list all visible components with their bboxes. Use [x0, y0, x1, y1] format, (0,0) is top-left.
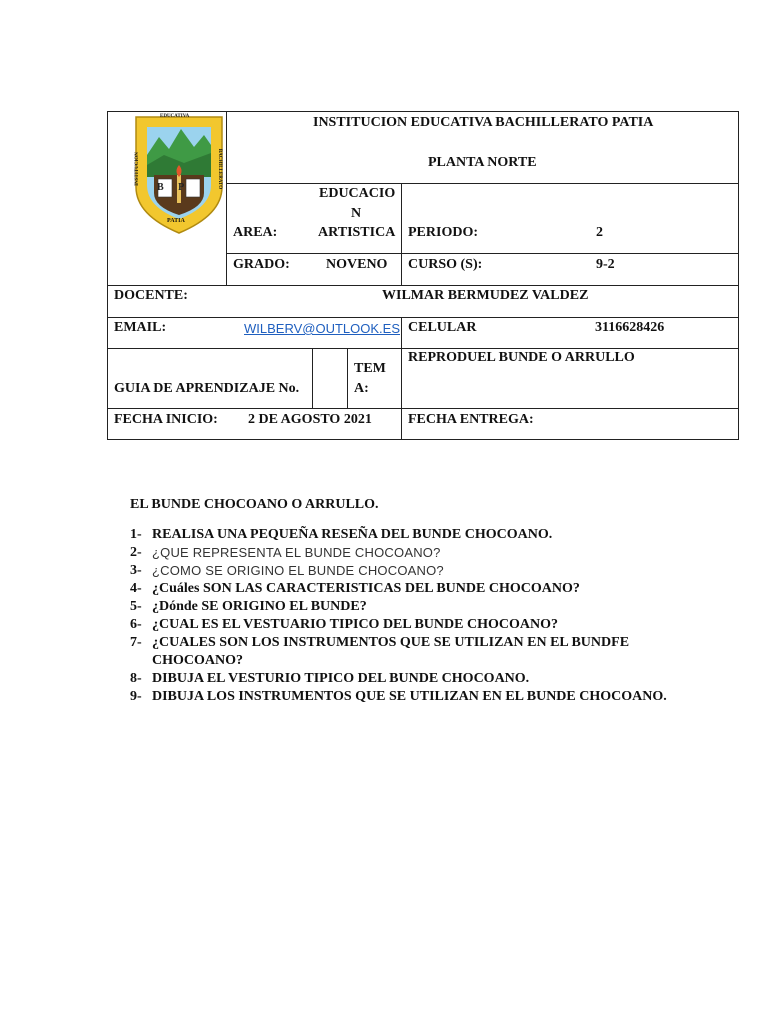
area-value-line-1: EDUCACIO — [319, 186, 396, 201]
area-label: AREA: — [233, 225, 278, 240]
row-divider-2 — [226, 253, 739, 254]
question-text: DIBUJA LOS INSTRUMENTOS QUE SE UTILIZAN EN EL BUNDE CHOCOANO. — [152, 689, 667, 704]
question-text: ¿CUAL ES EL VESTUARIO TIPICO DEL BUNDE CHOCOANO? — [152, 617, 558, 632]
docente-label: DOCENTE: — [114, 288, 188, 303]
logo-right-text: BACHILLERATO — [217, 148, 223, 190]
col-divider-periodo — [401, 183, 402, 285]
fecha-entrega-label: FECHA ENTREGA: — [408, 412, 534, 427]
question-number: 7- — [130, 635, 142, 650]
row-divider-1 — [226, 183, 739, 184]
periodo-label: PERIODO: — [408, 225, 478, 240]
periodo-value: 2 — [596, 225, 603, 240]
question-text: REALISA UNA PEQUEÑA RESEÑA DEL BUNDE CHOCOANO. — [152, 527, 553, 542]
logo-initials: B P — [157, 182, 191, 193]
curso-value: 9-2 — [596, 257, 615, 272]
school-crest-icon — [134, 115, 224, 235]
row-divider-6 — [107, 408, 739, 409]
question-text: ¿Dónde SE ORIGINO EL BUNDE? — [152, 599, 367, 614]
logo-divider — [226, 111, 227, 285]
question-text: ¿CUALES SON LOS INSTRUMENTOS QUE SE UTILIZAN EN EL BUNDFE — [152, 635, 630, 650]
guia-label: GUIA DE APRENDIZAJE No. — [114, 381, 300, 396]
col-divider-guia-2 — [347, 348, 348, 408]
tema-label-line-1: TEM — [354, 361, 386, 376]
celular-value: 3116628426 — [595, 320, 665, 335]
area-value-line-2: N — [351, 206, 362, 221]
table-border-bottom — [107, 439, 739, 440]
table-border-right — [738, 111, 739, 440]
campus-name: PLANTA NORTE — [428, 155, 537, 170]
question-number: 9- — [130, 689, 142, 704]
school-name: INSTITUCION EDUCATIVA BACHILLERATO PATIA — [313, 115, 654, 130]
table-border-top — [107, 111, 739, 112]
question-text: ¿Cuáles SON LAS CARACTERISTICAS DEL BUNDE CHOCOANO? — [152, 581, 580, 596]
col-divider-guia-3 — [401, 348, 402, 408]
fecha-inicio-value: 2 DE AGOSTO 2021 — [248, 412, 372, 427]
tema-label-line-2: A: — [354, 381, 369, 396]
school-logo — [134, 115, 224, 235]
docente-value: WILMAR BERMUDEZ VALDEZ — [382, 288, 589, 303]
logo-top-text: EDUCATIVA — [160, 114, 190, 119]
question-text: ¿QUE REPRESENTA EL BUNDE CHOCOANO? — [152, 545, 441, 560]
question-number: 4- — [130, 581, 142, 596]
question-number: 8- — [130, 671, 142, 686]
question-number: 3- — [130, 563, 142, 578]
tema-value: REPRODUEL BUNDE O ARRULLO — [408, 350, 635, 365]
area-value-line-3: ARTISTICA — [318, 225, 396, 240]
email-link[interactable]: WILBERV@OUTLOOK.ES — [244, 321, 400, 336]
logo-left-text: INSTITUCION — [134, 152, 140, 186]
grado-label: GRADO: — [233, 257, 290, 272]
email-label: EMAIL: — [114, 320, 167, 335]
question-number: 2- — [130, 545, 142, 560]
question-text: ¿COMO SE ORIGINO EL BUNDE CHOCOANO? — [152, 563, 444, 578]
question-text: CHOCOANO? — [152, 653, 243, 668]
col-divider-guia-1 — [312, 348, 313, 408]
row-divider-3 — [107, 285, 739, 286]
fecha-inicio-label: FECHA INICIO: — [114, 412, 218, 427]
question-number: 6- — [130, 617, 142, 632]
table-border-left — [107, 111, 108, 440]
question-text: DIBUJA EL VESTURIO TIPICO DEL BUNDE CHOCOANO. — [152, 671, 530, 686]
col-divider-fecha — [401, 408, 402, 440]
content-title: EL BUNDE CHOCOANO O ARRULLO. — [130, 497, 379, 512]
grado-value: NOVENO — [326, 257, 388, 272]
logo-bottom-text: PATIA — [167, 218, 185, 224]
row-divider-4 — [107, 317, 739, 318]
header-table — [107, 111, 739, 440]
celular-label: CELULAR — [408, 320, 477, 335]
question-number: 1- — [130, 527, 142, 542]
question-number: 5- — [130, 599, 142, 614]
curso-label: CURSO (S): — [408, 257, 483, 272]
col-divider-celular — [401, 317, 402, 348]
